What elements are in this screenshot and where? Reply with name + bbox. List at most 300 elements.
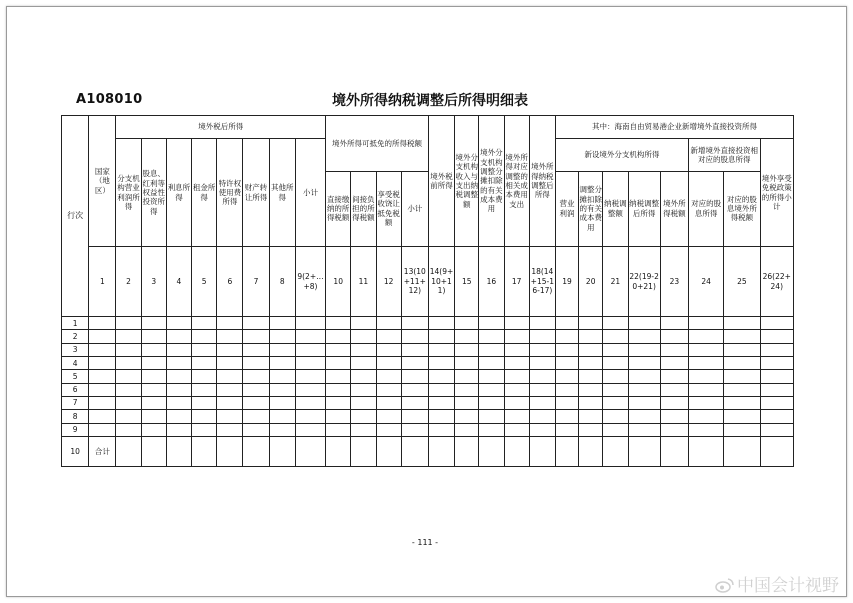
- table-cell: [555, 370, 578, 383]
- table-cell: [455, 330, 479, 343]
- table-cell: [192, 370, 217, 383]
- table-cell: [116, 423, 141, 436]
- table-cell: [269, 343, 295, 356]
- table-cell: [724, 410, 760, 423]
- table-cell: [579, 410, 603, 423]
- colnum-11: 11: [351, 247, 376, 317]
- header-c21: 纳税调整额: [603, 171, 628, 247]
- table-cell: [479, 423, 504, 436]
- table-cell: [89, 317, 116, 330]
- table-row: [62, 330, 794, 343]
- row-number: 7: [62, 397, 89, 410]
- header-c20: 调整分摊扣除的有关成本费用: [579, 171, 603, 247]
- table-cell: [504, 357, 529, 370]
- total-row-number: 10: [62, 437, 89, 467]
- header-c17: 境外所得对应调整的相关成本费用支出: [504, 116, 529, 247]
- row-number: 3: [62, 343, 89, 356]
- table-cell: [295, 357, 325, 370]
- table-cell: [688, 410, 723, 423]
- table-cell: [217, 317, 243, 330]
- header-c12: 享受税收饶让抵免税额: [376, 171, 401, 247]
- table-cell: [529, 437, 555, 467]
- header-row-no: 行次: [62, 116, 89, 317]
- table-cell: [217, 383, 243, 396]
- colnum-1: 1: [89, 247, 116, 317]
- table-cell: [529, 397, 555, 410]
- detail-table: [61, 115, 794, 467]
- table-cell: [166, 397, 191, 410]
- table-cell: [217, 410, 243, 423]
- table-cell: [192, 330, 217, 343]
- table-cell: [660, 370, 688, 383]
- table-cell: [89, 423, 116, 436]
- table-cell: [555, 423, 578, 436]
- table-cell: [660, 437, 688, 467]
- colnum-3: 3: [141, 247, 166, 317]
- table-cell: [116, 397, 141, 410]
- table-cell: [116, 357, 141, 370]
- table-cell: [660, 397, 688, 410]
- table-cell: [243, 397, 269, 410]
- table-cell: [603, 397, 628, 410]
- table-cell: [455, 370, 479, 383]
- table-cell: [243, 330, 269, 343]
- colnum-23: 23: [660, 247, 688, 317]
- colnum-25: 25: [724, 247, 760, 317]
- table-cell: [724, 343, 760, 356]
- table-cell: [401, 423, 428, 436]
- table-cell: [504, 410, 529, 423]
- table-cell: [628, 437, 660, 467]
- table-cell: [141, 397, 166, 410]
- table-cell: [401, 437, 428, 467]
- header-c16: 境外分支机构调整分摊扣除的有关成本费用: [479, 116, 504, 247]
- table-cell: [295, 317, 325, 330]
- table-cell: [504, 370, 529, 383]
- table-cell: [295, 437, 325, 467]
- table-cell: [401, 317, 428, 330]
- table-cell: [529, 357, 555, 370]
- table-cell: [760, 330, 793, 343]
- table-cell: [724, 357, 760, 370]
- table-cell: [428, 357, 454, 370]
- table-cell: [428, 330, 454, 343]
- table-cell: [376, 343, 401, 356]
- table-cell: [89, 370, 116, 383]
- table-cell: [116, 330, 141, 343]
- table-cell: [760, 423, 793, 436]
- table-cell: [376, 330, 401, 343]
- table-row: [62, 410, 794, 423]
- table-cell: [192, 357, 217, 370]
- table-cell: [724, 423, 760, 436]
- table-cell: [555, 397, 578, 410]
- table-cell: [376, 357, 401, 370]
- colnum-4: 4: [166, 247, 191, 317]
- header-c4: 利息所得: [166, 139, 191, 247]
- table-cell: [295, 330, 325, 343]
- colnum-19: 19: [555, 247, 578, 317]
- table-cell: [166, 357, 191, 370]
- table-cell: [555, 330, 578, 343]
- table-cell: [455, 317, 479, 330]
- header-c14: 境外税前所得: [428, 116, 454, 247]
- table-cell: [455, 383, 479, 396]
- table-cell: [555, 343, 578, 356]
- table-cell: [192, 410, 217, 423]
- table-cell: [116, 437, 141, 467]
- header-group-after-tax: 境外税后所得: [116, 116, 326, 139]
- table-cell: [760, 357, 793, 370]
- table-cell: [166, 437, 191, 467]
- table-cell: [628, 330, 660, 343]
- table-cell: [628, 410, 660, 423]
- table-cell: [89, 330, 116, 343]
- colnum-5: 5: [192, 247, 217, 317]
- header-c19: 营业利润: [555, 171, 578, 247]
- table-cell: [660, 423, 688, 436]
- table-cell: [166, 423, 191, 436]
- table-cell: [166, 343, 191, 356]
- header-group-credit: 境外所得可抵免的所得税额: [326, 116, 429, 172]
- table-cell: [269, 423, 295, 436]
- table-cell: [376, 423, 401, 436]
- table-cell: [116, 317, 141, 330]
- table-cell: [603, 370, 628, 383]
- table-cell: [428, 317, 454, 330]
- colnum-26: 26(22+24): [760, 247, 793, 317]
- table-cell: [688, 423, 723, 436]
- header-c8: 其他所得: [269, 139, 295, 247]
- table-cell: [428, 383, 454, 396]
- colnum-10: 10: [326, 247, 351, 317]
- table-cell: [579, 397, 603, 410]
- header-c6: 特许权使用费所得: [217, 139, 243, 247]
- table-cell: [166, 317, 191, 330]
- table-cell: [579, 383, 603, 396]
- table-cell: [351, 437, 376, 467]
- table-cell: [269, 317, 295, 330]
- table-cell: [688, 370, 723, 383]
- table-cell: [326, 317, 351, 330]
- table-cell: [529, 330, 555, 343]
- table-cell: [504, 423, 529, 436]
- table-cell: [579, 330, 603, 343]
- table-cell: [428, 437, 454, 467]
- table-cell: [603, 423, 628, 436]
- table-cell: [603, 357, 628, 370]
- table-cell: [724, 330, 760, 343]
- table-cell: [217, 423, 243, 436]
- table-cell: [660, 343, 688, 356]
- header-c26: 境外享受免税政策的所得小计: [760, 139, 793, 247]
- table-cell: [141, 410, 166, 423]
- table-cell: [724, 397, 760, 410]
- table-cell: [479, 343, 504, 356]
- table-cell: [269, 370, 295, 383]
- table-cell: [116, 370, 141, 383]
- table-cell: [479, 357, 504, 370]
- table-cell: [326, 423, 351, 436]
- table-cell: [428, 370, 454, 383]
- table-cell: [760, 370, 793, 383]
- table-cell: [579, 343, 603, 356]
- table-cell: [351, 410, 376, 423]
- table-cell: [479, 410, 504, 423]
- header-c13: 小计: [401, 171, 428, 247]
- table-cell: [166, 370, 191, 383]
- header-c3: 股息、红利等权益性投资所得: [141, 139, 166, 247]
- table-cell: [243, 437, 269, 467]
- table-cell: [760, 383, 793, 396]
- table-cell: [141, 357, 166, 370]
- table-cell: [401, 397, 428, 410]
- colnum-9: 9(2+…+8): [295, 247, 325, 317]
- table-cell: [192, 437, 217, 467]
- table-cell: [628, 370, 660, 383]
- table-cell: [217, 330, 243, 343]
- table-cell: [504, 343, 529, 356]
- table-cell: [141, 343, 166, 356]
- table-cell: [326, 410, 351, 423]
- table-cell: [724, 370, 760, 383]
- table-cell: [376, 397, 401, 410]
- table-cell: [166, 383, 191, 396]
- table-cell: [116, 410, 141, 423]
- colnum-20: 20: [579, 247, 603, 317]
- table-cell: [628, 423, 660, 436]
- table-cell: [141, 370, 166, 383]
- table-cell: [579, 370, 603, 383]
- table-cell: [428, 343, 454, 356]
- table-cell: [326, 397, 351, 410]
- table-cell: [141, 437, 166, 467]
- table-cell: [351, 330, 376, 343]
- table-row: [62, 317, 794, 330]
- table-cell: [295, 410, 325, 423]
- colnum-18: 18(14+15-16-17): [529, 247, 555, 317]
- table-cell: [504, 397, 529, 410]
- table-cell: [192, 383, 217, 396]
- table-cell: [660, 410, 688, 423]
- table-cell: [628, 397, 660, 410]
- table-cell: [269, 437, 295, 467]
- table-cell: [141, 383, 166, 396]
- table-cell: [351, 357, 376, 370]
- table-cell: [555, 437, 578, 467]
- table-cell: [192, 317, 217, 330]
- table-cell: [295, 370, 325, 383]
- table-cell: [455, 437, 479, 467]
- table-cell: [688, 317, 723, 330]
- table-cell: [455, 423, 479, 436]
- table-cell: [401, 410, 428, 423]
- table-cell: [269, 330, 295, 343]
- row-number: 9: [62, 423, 89, 436]
- table-cell: [724, 317, 760, 330]
- table-cell: [326, 370, 351, 383]
- colnum-15: 15: [455, 247, 479, 317]
- table-cell: [688, 343, 723, 356]
- table-cell: [295, 343, 325, 356]
- table-cell: [89, 397, 116, 410]
- table-row: [62, 357, 794, 370]
- table-cell: [529, 423, 555, 436]
- table-cell: [504, 437, 529, 467]
- table-cell: [760, 343, 793, 356]
- table-cell: [688, 357, 723, 370]
- table-cell: [217, 357, 243, 370]
- table-cell: [455, 410, 479, 423]
- form-title: 境外所得纳税调整后所得明细表: [332, 93, 528, 109]
- table-cell: [628, 317, 660, 330]
- colnum-8: 8: [269, 247, 295, 317]
- table-cell: [529, 317, 555, 330]
- table-cell: [243, 357, 269, 370]
- table-cell: [555, 317, 578, 330]
- table-cell: [504, 317, 529, 330]
- table-cell: [376, 370, 401, 383]
- table-cell: [141, 330, 166, 343]
- table-cell: [351, 383, 376, 396]
- table-cell: [295, 423, 325, 436]
- table-cell: [116, 383, 141, 396]
- table-cell: [479, 437, 504, 467]
- table-cell: [603, 410, 628, 423]
- table-cell: [455, 357, 479, 370]
- header-c2: 分支机构营业利润所得: [116, 139, 141, 247]
- table-cell: [243, 370, 269, 383]
- table-cell: [529, 383, 555, 396]
- table-cell: [116, 343, 141, 356]
- table-cell: [326, 383, 351, 396]
- table-cell: [628, 357, 660, 370]
- table-cell: [724, 437, 760, 467]
- table-cell: [724, 383, 760, 396]
- header-c10: 直接缴纳的所得税额: [326, 171, 351, 247]
- table-cell: [376, 383, 401, 396]
- table-cell: [479, 383, 504, 396]
- table-cell: [455, 397, 479, 410]
- header-country: 国家（地区）: [89, 116, 116, 247]
- table-cell: [529, 410, 555, 423]
- table-cell: [428, 423, 454, 436]
- table-cell: [269, 357, 295, 370]
- table-cell: [555, 410, 578, 423]
- table-cell: [504, 330, 529, 343]
- table-cell: [660, 383, 688, 396]
- table-cell: [455, 343, 479, 356]
- table-cell: [269, 410, 295, 423]
- header-c22: 纳税调整后所得: [628, 171, 660, 247]
- table-cell: [479, 330, 504, 343]
- header-c7: 财产转让所得: [243, 139, 269, 247]
- colnum-7: 7: [243, 247, 269, 317]
- table-cell: [760, 397, 793, 410]
- table-cell: [479, 370, 504, 383]
- table-cell: [141, 423, 166, 436]
- table-cell: [326, 343, 351, 356]
- table-cell: [89, 383, 116, 396]
- table-cell: [428, 397, 454, 410]
- table-cell: [192, 343, 217, 356]
- table-cell: [760, 437, 793, 467]
- table-cell: [401, 383, 428, 396]
- table-cell: [351, 397, 376, 410]
- table-cell: [760, 317, 793, 330]
- table-cell: [660, 317, 688, 330]
- table-cell: [555, 357, 578, 370]
- header-c9: 小计: [295, 139, 325, 247]
- table-cell: [351, 343, 376, 356]
- colnum-6: 6: [217, 247, 243, 317]
- table-cell: [579, 357, 603, 370]
- watermark-text: 中国会计视野: [737, 576, 839, 596]
- form-code: A108010: [76, 92, 143, 107]
- colnum-16: 16: [479, 247, 504, 317]
- table-cell: [603, 343, 628, 356]
- table-cell: [401, 343, 428, 356]
- table-cell: [603, 383, 628, 396]
- header-c23: 境外所得税额: [660, 171, 688, 247]
- table-cell: [579, 437, 603, 467]
- table-cell: [166, 410, 191, 423]
- colnum-14: 14(9+10+11): [428, 247, 454, 317]
- table-cell: [579, 317, 603, 330]
- table-cell: [376, 437, 401, 467]
- header-group-hainan: 其中：海南自由贸易港企业新增境外直接投资所得: [555, 116, 793, 139]
- table-cell: [326, 357, 351, 370]
- table-cell: [529, 370, 555, 383]
- table-cell: [428, 410, 454, 423]
- header-sub-new-direct: 新增境外直接投资相对应的股息所得: [688, 139, 760, 171]
- table-row: [62, 343, 794, 356]
- table-cell: [89, 357, 116, 370]
- watermark: [715, 571, 839, 596]
- table-cell: [760, 410, 793, 423]
- table-cell: [243, 423, 269, 436]
- colnum-17: 17: [504, 247, 529, 317]
- table-cell: [479, 317, 504, 330]
- table-cell: [243, 383, 269, 396]
- table-cell: [243, 317, 269, 330]
- table-cell: [351, 370, 376, 383]
- page-number: - 111 -: [411, 538, 439, 547]
- header-c18: 境外所得纳税调整后所得: [529, 116, 555, 247]
- table-cell: [603, 330, 628, 343]
- header-c25: 对应的股息境外所得税额: [724, 171, 760, 247]
- table-cell: [401, 357, 428, 370]
- header-c24: 对应的股息所得: [688, 171, 723, 247]
- table-cell: [688, 437, 723, 467]
- table-cell: [401, 370, 428, 383]
- table-cell: [628, 343, 660, 356]
- header-c11: 间接负担的所得税额: [351, 171, 376, 247]
- table-cell: [89, 343, 116, 356]
- table-cell: [688, 330, 723, 343]
- table-cell: [192, 397, 217, 410]
- table-cell: [243, 343, 269, 356]
- table-cell: [326, 437, 351, 467]
- colnum-22: 22(19-20+21): [628, 247, 660, 317]
- table-cell: [376, 410, 401, 423]
- colnum-21: 21: [603, 247, 628, 317]
- table-cell: [217, 370, 243, 383]
- table-cell: [603, 317, 628, 330]
- row-number: 4: [62, 357, 89, 370]
- table-row: [62, 423, 794, 436]
- table-cell: [351, 317, 376, 330]
